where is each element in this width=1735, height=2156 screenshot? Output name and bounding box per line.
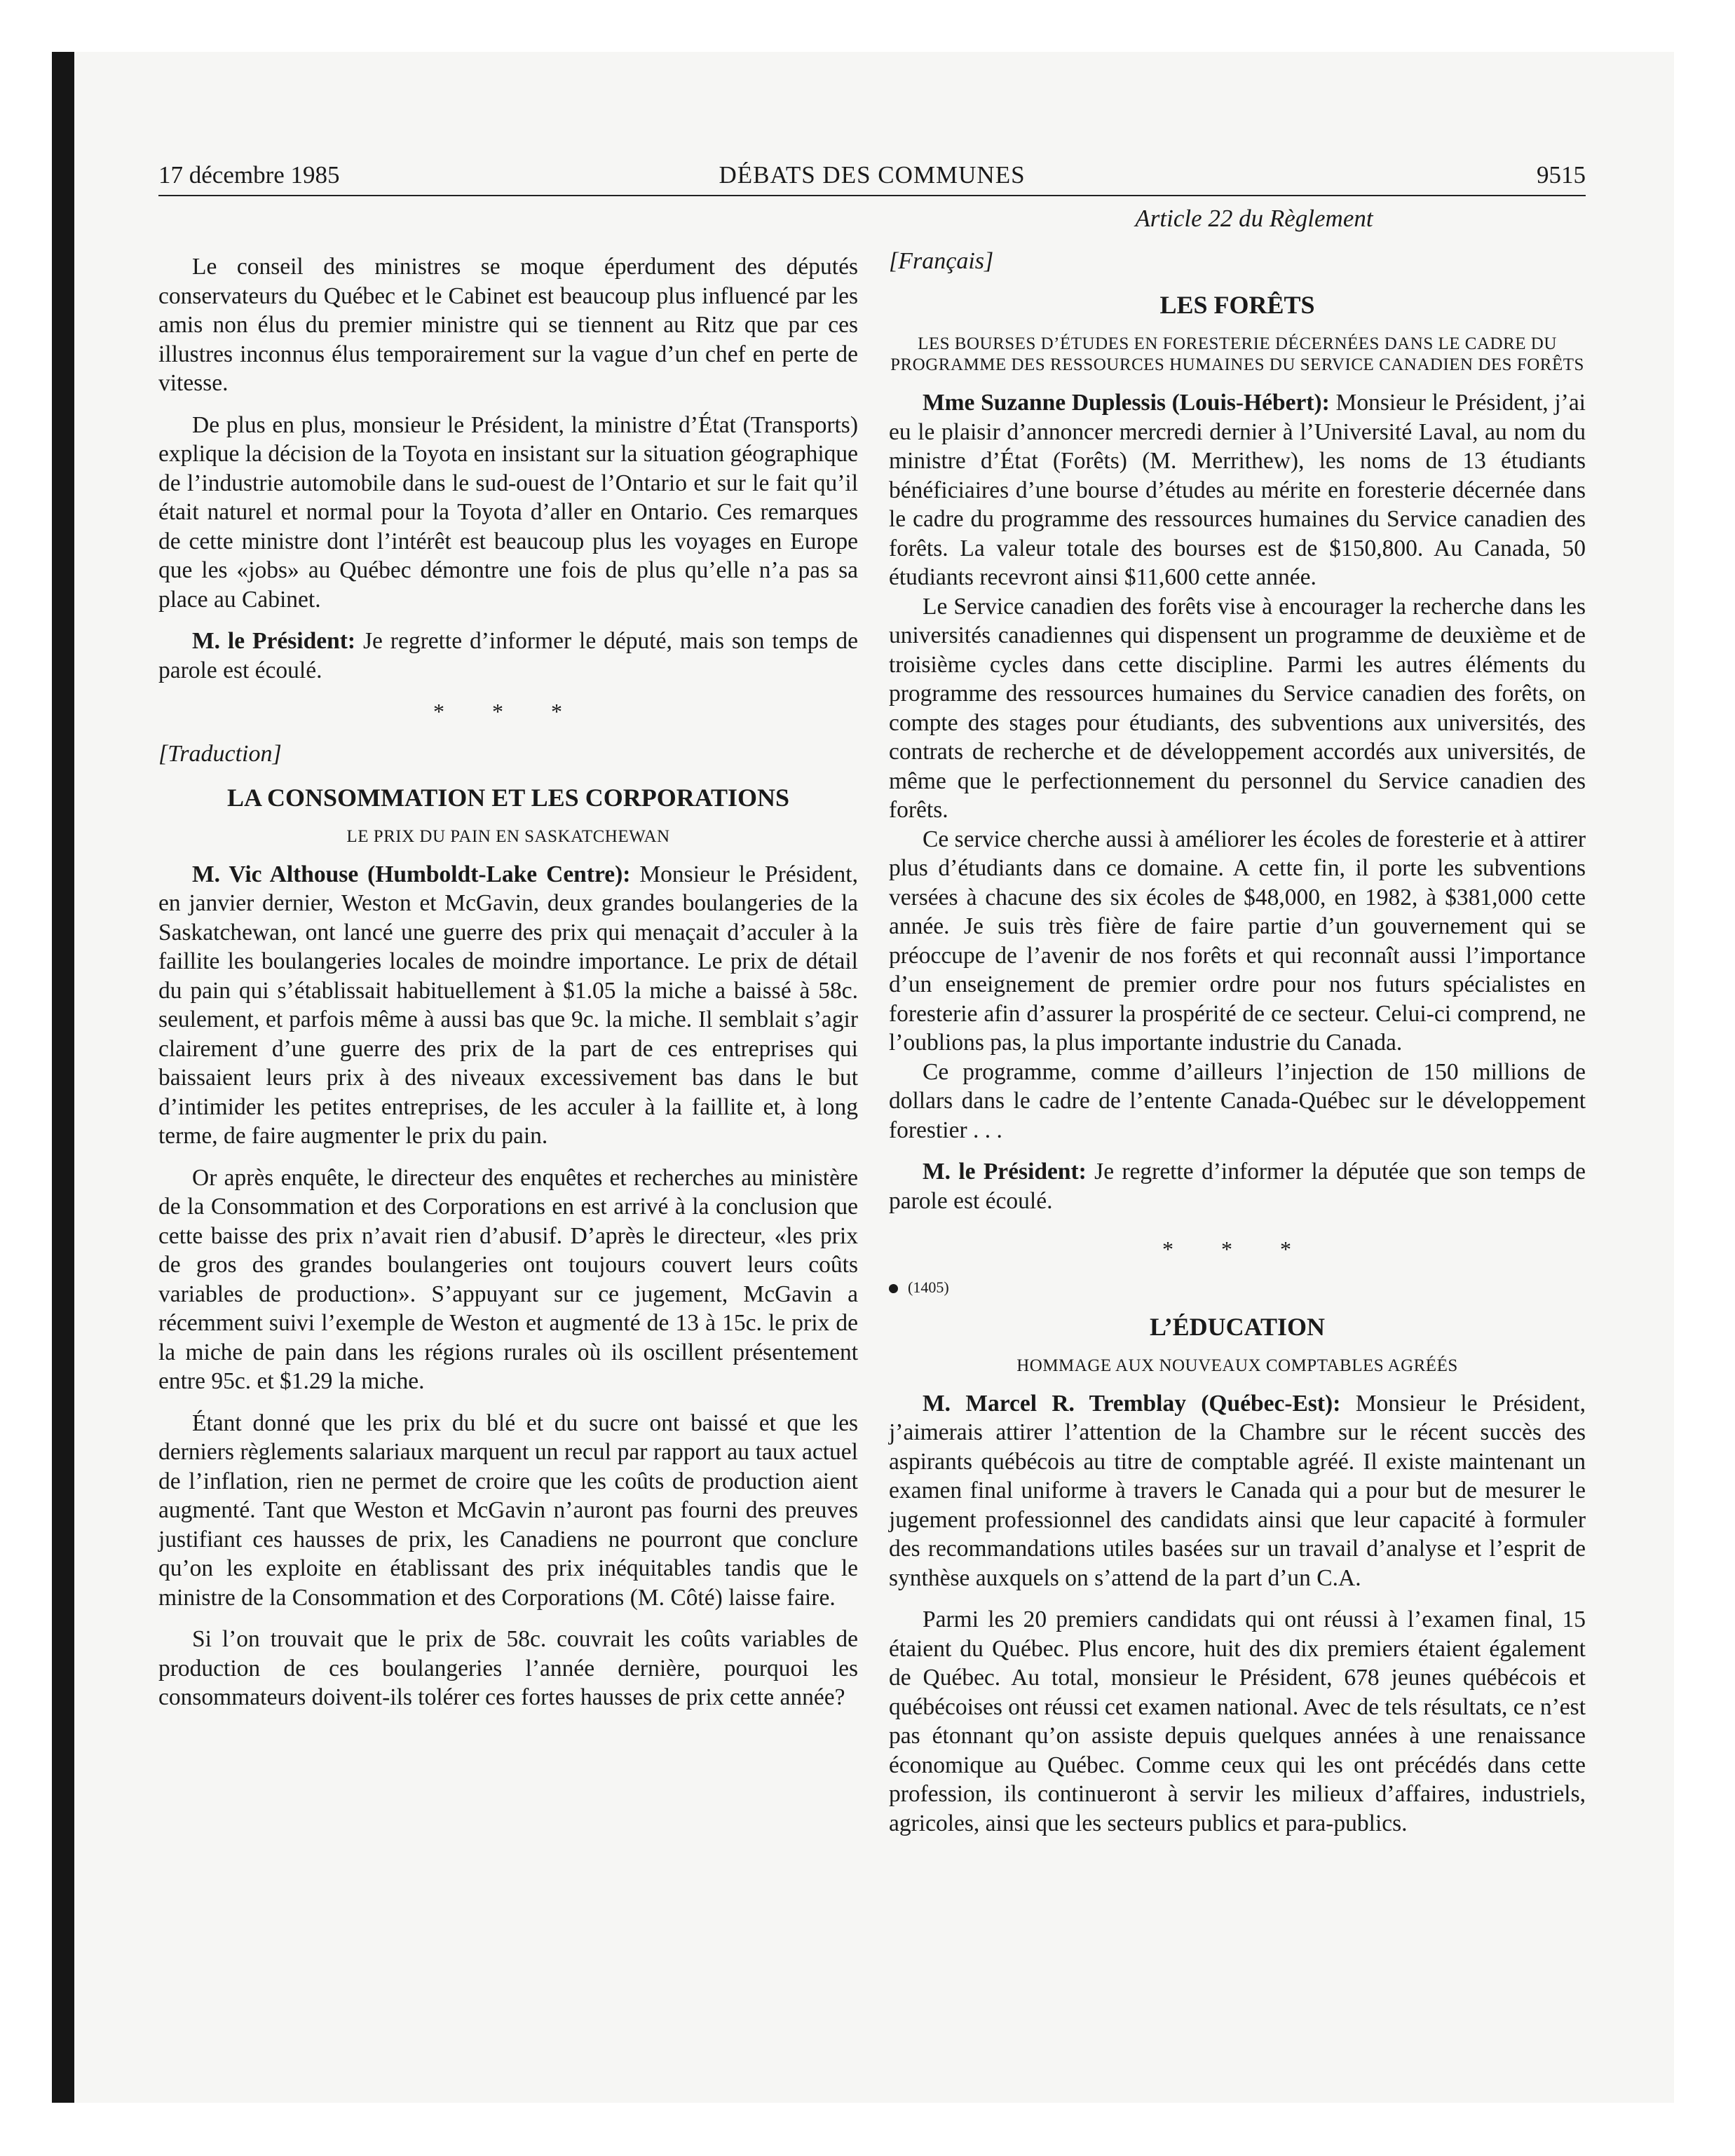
header-page-number: 9515 xyxy=(1537,161,1586,189)
section-subheading: HOMMAGE AUX NOUVEAUX COMPTABLES AGRÉÉS xyxy=(1016,1356,1458,1375)
section-separator: * * * xyxy=(1162,1236,1312,1262)
speaker-name: M. Marcel R. Tremblay (Québec-Est): xyxy=(923,1390,1341,1417)
right-paragraph-3: Ce service cherche aussi à améliorer les écoles de foresterie et à attirer plus d’étudiants dans ce domaine. A cette fin, il porte les subventions versées à chacune des six écoles de $48,000, en 1982, à $381,000 cette année. Je suis très fière de faire partie d’un gouvernement qui se préoccupe de l’avenir de nos forêts et qui reconnaît aussi l’importance d’un enseignement de premier ordre pour nos futurs spécialistes en foresterie afin d’assurer la prospérité de ce secteur. Celui-ci comprend, ne l’oublions pas, la plus importante industrie du Canada. xyxy=(889,826,1586,1056)
speaker-name: M. le Président: xyxy=(192,628,356,654)
speech-text: Je regrette d’informer la députée que son temps de parole est écoulé. xyxy=(889,1159,1586,1214)
right-paragraph-1 xyxy=(889,388,1586,592)
left-paragraph-5: Or après enquête, le directeur des enquêtes et recherches au ministère de la Consommation et des Corporations en est arrivé à la conclusion que cette baisse des prix n’avait rien d’abusif. D’après le directeur, «les prix de gros des grandes boulangeries ont toujours couvert leurs coûts variables de production». S’appuyant sur ce jugement, McGavin a récemment suivi l’exemple de Weston et augmenté de 13 à 15c. le prix de la miche de pain dans les régions rurales où ils oscillent présentement entre 95c. et $1.29 la miche. xyxy=(158,1164,858,1394)
time-marker xyxy=(889,1277,1586,1298)
right-paragraph-2: Le Service canadien des forêts vise à encourager la recherche dans les universités canadiennes qui dispensent un programme de deuxième et de troisième cycles dans cette discipline. Parmi les autres éléments du programme des ressources humaines du Service canadien des forêts, on compte des stages pour étudiants, des subventions aux universités, des contrats de recherche et de développement accordés aux universités, de même que le perfectionnement du personnel du Service canadien des forêts. xyxy=(889,593,1586,823)
language-tag: [Français] xyxy=(889,248,994,274)
time-marker-text: (1405) xyxy=(908,1278,949,1296)
speaker-name: Mme Suzanne Duplessis (Louis-Hébert): xyxy=(923,390,1330,416)
right-paragraph-5 xyxy=(889,1157,1586,1215)
speech-text: Monsieur le Président, j’ai eu le plaisir d’annoncer mercredi dernier à l’Université Laval, au nom du ministre d’État (Forêts) (M. Merrithew), les noms de 13 étudiants bénéficiaires d’une bourse d’études au mérite en foresterie décernée dans le cadre du programme des ressources humaines du Service canadien des forêts. La valeur totale des bourses est de $150,800. Au Canada, 50 étudiants recevront ainsi $11,600 cette année. xyxy=(889,390,1586,590)
left-paragraph-1: Le conseil des ministres se moque éperdument des députés conservateurs du Québec et le Cabinet est beaucoup plus influencé par les amis non élus du premier ministre qui se tiennent au Ritz que par ces illustres inconnus élus temporairement sur la vague d’un chef en perte de vitesse. xyxy=(158,254,858,396)
page-header xyxy=(158,156,1586,196)
left-paragraph-2: De plus en plus, monsieur le Président, la ministre d’État (Transports) explique la décision de la Toyota en insistant sur la situation géographique de l’industrie automobile dans le sud-ouest de l’Ontario et sur le fait qu’il était naturel et normal pour la Toyota d’aller en Ontario. Ces remarques de cette ministre dont l’intérêt est beaucoup plus les voyages en Europe que les «jobs» au Québec démontre une fois de plus qu’elle n’a pas sa place au Cabinet. xyxy=(158,411,858,613)
section-subheading: LE PRIX DU PAIN EN SASKATCHEWAN xyxy=(346,826,670,846)
speaker-name: M. le Président: xyxy=(923,1159,1087,1185)
header-date: 17 décembre 1985 xyxy=(158,161,340,189)
left-paragraph-4 xyxy=(158,860,858,1151)
section-subheading: LES BOURSES D’ÉTUDES EN FORESTERIE DÉCERNÉES DANS LE CADRE DU PROGRAMME DES RESSOURCES HUMAINES DU SERVICE CANADIEN DES FORÊTS xyxy=(890,334,1584,374)
section-separator: * * * xyxy=(433,699,583,724)
left-paragraph-3 xyxy=(158,627,858,685)
bullet-icon xyxy=(889,1284,898,1293)
left-paragraph-7: Si l’on trouvait que le prix de 58c. couvrait les coûts variables de production de ces boulangeries l’année dernière, pourquoi les consommateurs doivent-ils tolérer ces fortes hausses de prix cette année? xyxy=(158,1626,858,1710)
language-tag: [Traduction] xyxy=(158,740,282,767)
speech-text: Je regrette d’informer le député, mais son temps de parole est écoulé. xyxy=(158,628,858,683)
right-paragraph-6 xyxy=(889,1389,1586,1593)
right-paragraph-7: Parmi les 20 premiers candidats qui ont réussi à l’examen final, 15 étaient du Québec. Plus encore, huit des dix premiers étaient également de Québec. Au total, monsieur le Président, 678 jeunes québécois et québécoises ont réussi cet examen national. Avec de tels résultats, ce n’est pas étonnant qu’on assiste depuis quelques années à une renaissance économique au Québec. Comme ceux qui les ont précédés dans cette profession, ils continueront à servir les milieux d’affaires, industriels, agricoles, ainsi que les secteurs publics et para-publics. xyxy=(889,1606,1586,1836)
left-paragraph-6: Étant donné que les prix du blé et du sucre ont baissé et que les derniers règlements salariaux marquent un recul par rapport au taux actuel de l’inflation, rien ne permet de croire que les coûts de production aient augmenté. Tant que Weston et McGavin n’auront pas fourni des preuves justifiant ces hausses de prix, les Canadiens ne pourront que conclure qu’on les exploite en établissant des prix inéquitables tandis que le ministre de la Consommation et des Corporations (M. Côté) laisse faire. xyxy=(158,1410,858,1611)
left-column xyxy=(158,203,858,1712)
speech-text: Monsieur le Président, j’aimerais attirer l’attention de la Chambre sur le récent succès des aspirants québécois au titre de comptable agréé. Il existe maintenant un examen final uniforme à travers le Canada qui a pour but de mesurer le jugement professionnel des candidats ainsi que leur capacité à formuler des recommandations utiles basées sur un travail d’analyse et l’esprit de synthèse auxquels on s’attend de la part d’un C.A. xyxy=(889,1390,1586,1591)
rubric-heading: Article 22 du Règlement xyxy=(1135,205,1373,232)
speaker-name: M. Vic Althouse (Humboldt-Lake Centre): xyxy=(192,861,631,887)
section-heading: L’ÉDUCATION xyxy=(1149,1312,1326,1341)
section-heading: LA CONSOMMATION ET LES CORPORATIONS xyxy=(226,783,790,812)
header-title: DÉBATS DES COMMUNES xyxy=(719,161,1026,189)
speech-text: Monsieur le Président, en janvier dernier, Weston et McGavin, deux grandes boulangeries de la Saskatchewan, ont lancé une guerre des prix qui menaçait d’acculer à la faillite les boulangeries locales de moindre importance. Le prix de détail du pain qui s’établissait habituellement à $1.05 la miche a baissé à 58c. seulement, et parfois même à aussi bas que 9c. la miche. Il semblait s’agir clairement d’une guerre des prix de la part de ces entreprises qui baissaient leurs prix à des niveaux excessivement bas dans le but d’intimider les petites entreprises, de les acculer à la faillite et, à long terme, de faire augmenter le prix du pain. xyxy=(158,861,858,1149)
right-paragraph-4: Ce programme, comme d’ailleurs l’injection de 150 millions de dollars dans le cadre de l’entente Canada-Québec sur le développement forestier . . . xyxy=(889,1058,1586,1143)
scan-edge-bar xyxy=(52,52,74,2103)
section-heading: LES FORÊTS xyxy=(1159,291,1315,319)
right-column xyxy=(889,203,1586,1838)
